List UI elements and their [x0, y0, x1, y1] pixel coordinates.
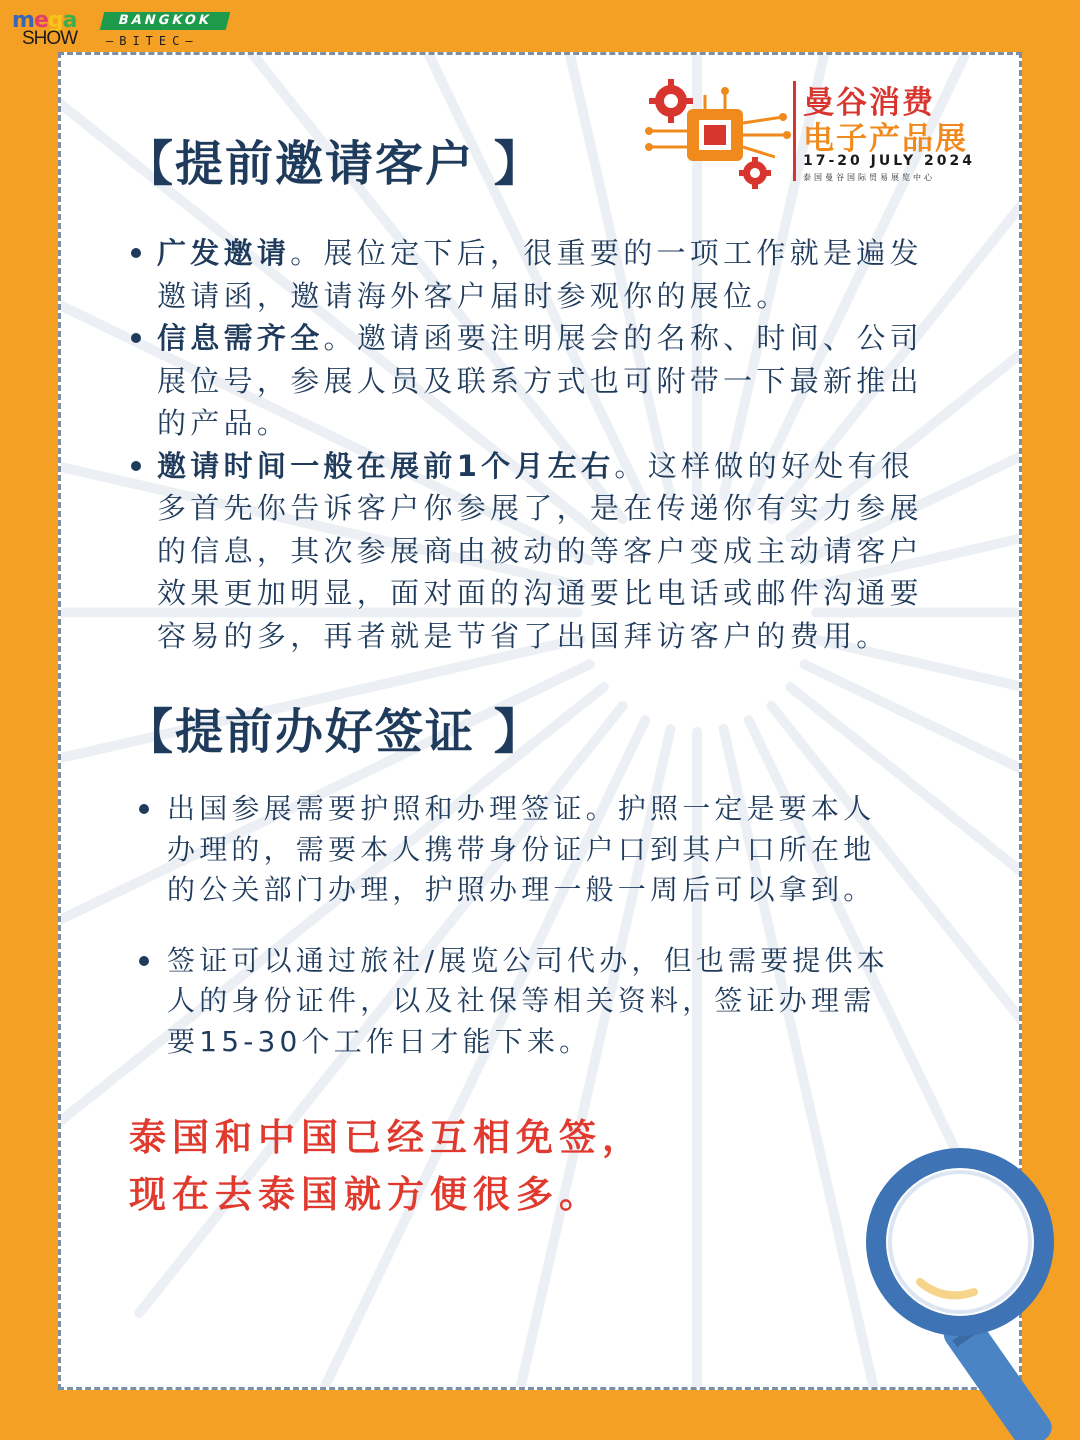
list-item	[137, 941, 957, 1063]
bullet-icon	[131, 333, 141, 343]
show-wordmark: SHOW	[22, 28, 78, 49]
section2-list	[137, 789, 957, 1092]
list-item	[127, 445, 923, 658]
event-venue: 泰国曼谷国际贸易展览中心	[803, 173, 935, 182]
bracket-open: 【	[125, 136, 176, 192]
list-line: 广发邀请。展位定下后，很重要的一项工作就是遍发	[157, 236, 923, 270]
list-line: 办理的，需要本人携带身份证户口到其户口所在地	[167, 832, 876, 866]
list-line: 出国参展需要护照和办理签证。护照一定是要本人	[167, 792, 876, 825]
bangkok-badge: BANGKOK	[100, 12, 230, 30]
section2-heading-text: 提前办好签证	[175, 704, 476, 760]
bullet-icon	[139, 804, 149, 814]
event-title-line1: 曼谷消费	[803, 85, 935, 121]
event-dates: 17-20 JULY 2024	[803, 153, 975, 169]
event-title-line2: 电子产品展	[803, 121, 968, 157]
bitec-label: —BITEC—	[106, 34, 199, 48]
mega-wordmark: mega	[12, 8, 77, 33]
list-line: 要15-30个工作日才能下来。	[167, 1024, 592, 1058]
section1-list	[127, 232, 923, 657]
list-line: 邀请时间一般在展前1个月左右。这样做的好处有很	[157, 448, 915, 483]
section1-heading	[125, 125, 544, 194]
list-item	[127, 232, 923, 317]
note-line1: 泰国和中国已经互相免签，	[129, 1116, 645, 1159]
megashow-logo	[12, 8, 222, 52]
bracket-close: 】	[493, 136, 544, 192]
bracket-open: 【	[125, 704, 176, 760]
list-line: 的信息，其次参展商由被动的等客户变成主动请客户	[157, 533, 923, 568]
list-line: 信息需齐全。邀请函要注明展会的名称、时间、公司	[157, 321, 923, 355]
bracket-close: 】	[493, 704, 544, 760]
section1-heading-text: 提前邀请客户	[175, 136, 476, 192]
bullet-icon	[131, 248, 141, 258]
list-line: 多首先你告诉客户你参展了，是在传递你有实力参展	[157, 491, 923, 525]
list-line: 效果更加明显，面对面的沟通要比电话或邮件沟通要	[157, 576, 923, 610]
list-line: 邀请函，邀请海外客户届时参观你的展位。	[157, 278, 790, 313]
visa-free-note	[129, 1109, 645, 1223]
circuit-gear-icon	[643, 73, 793, 191]
bullet-icon	[131, 461, 141, 471]
section2-heading	[125, 693, 544, 762]
event-logo-divider	[793, 81, 796, 181]
list-line: 展位号，参展人员及联系方式也可附带一下最新推出	[157, 363, 923, 398]
list-item	[127, 317, 923, 445]
list-line: 签证可以通过旅社/展览公司代办，但也需要提供本	[167, 943, 890, 977]
event-logo	[643, 73, 993, 191]
list-item	[137, 789, 957, 911]
list-line: 人的身份证件，以及社保等相关资料，签证办理需	[167, 984, 876, 1017]
note-line2: 现在去泰国就方便很多。	[129, 1173, 602, 1216]
list-line: 容易的多，再者就是节省了出国拜访客户的费用。	[157, 618, 890, 653]
bullet-icon	[139, 956, 149, 966]
list-line: 的公关部门办理，护照办理一般一周后可以拿到。	[167, 873, 876, 906]
magnifier-icon	[858, 1142, 1080, 1440]
list-line: 的产品。	[157, 406, 291, 440]
